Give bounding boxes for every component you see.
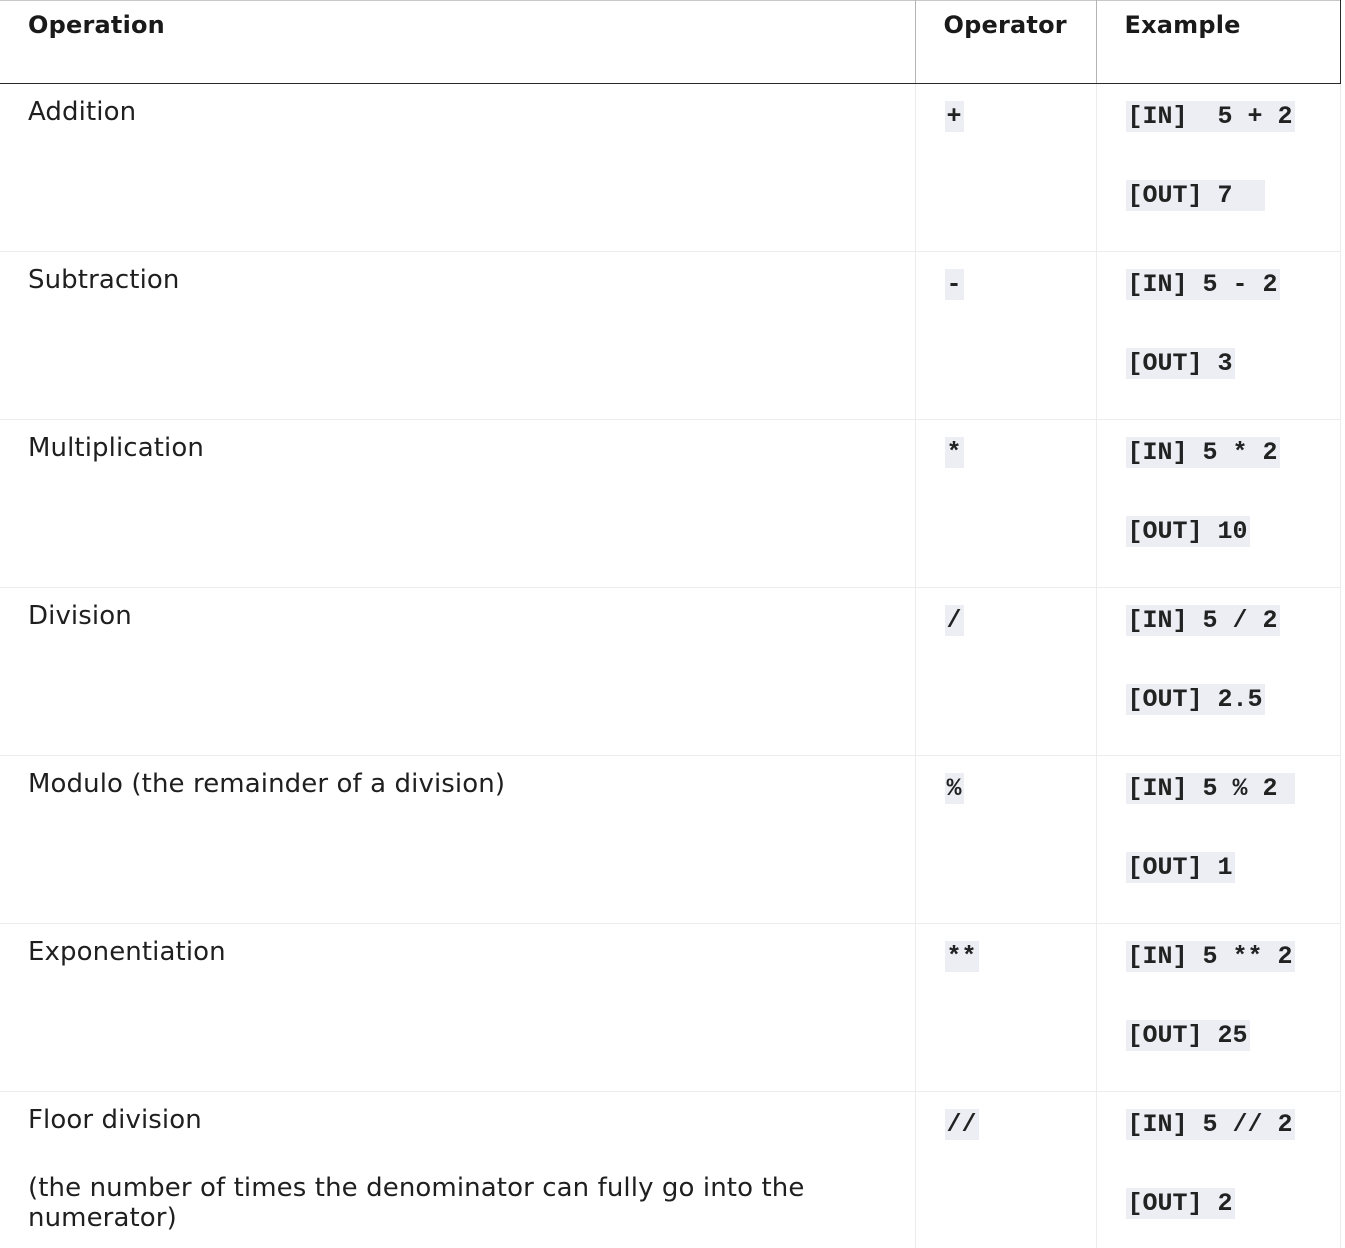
table-row xyxy=(0,420,1340,588)
operator-code: * xyxy=(946,438,962,467)
header-example: Example xyxy=(1096,1,1340,84)
example-cell xyxy=(1096,84,1340,252)
example-cell xyxy=(1096,420,1340,588)
operator-cell xyxy=(915,756,1096,924)
example-output: [OUT] 2.5 xyxy=(1127,685,1263,714)
table-row xyxy=(0,1092,1340,1248)
example-cell xyxy=(1096,252,1340,420)
operation-name: Multiplication xyxy=(0,420,915,588)
operator-code: + xyxy=(946,102,962,131)
operation-name: Subtraction xyxy=(0,252,915,420)
example-input: [IN] 5 / 2 xyxy=(1127,606,1278,635)
example-input: [IN] 5 // 2 xyxy=(1127,1110,1293,1139)
example-input: [IN] 5 % 2 xyxy=(1127,774,1293,803)
example-output: [OUT] 7 xyxy=(1127,181,1263,210)
example-cell xyxy=(1096,1092,1340,1248)
operator-code: / xyxy=(946,606,962,635)
operation-cell xyxy=(0,1092,915,1248)
example-input: [IN] 5 * 2 xyxy=(1127,438,1278,467)
example-input: [IN] 5 + 2 xyxy=(1127,102,1293,131)
operation-name: Exponentiation xyxy=(0,924,915,1092)
table-row xyxy=(0,924,1340,1092)
table-row xyxy=(0,756,1340,924)
example-input: [IN] 5 - 2 xyxy=(1127,270,1278,299)
operation-name: Division xyxy=(0,588,915,756)
table-body xyxy=(0,84,1340,1248)
header-row xyxy=(0,1,1340,84)
table-row xyxy=(0,252,1340,420)
operator-cell xyxy=(915,252,1096,420)
operator-code: // xyxy=(946,1110,977,1139)
example-cell xyxy=(1096,756,1340,924)
example-cell xyxy=(1096,924,1340,1092)
operation-name: Floor division xyxy=(28,1105,202,1135)
operation-name: Modulo (the remainder of a division) xyxy=(0,756,915,924)
operator-cell xyxy=(915,588,1096,756)
operator-cell xyxy=(915,924,1096,1092)
example-cell xyxy=(1096,588,1340,756)
example-input: [IN] 5 ** 2 xyxy=(1127,942,1293,971)
operation-note: (the number of times the denominator can fully go into the numerator) xyxy=(28,1173,805,1233)
operator-cell xyxy=(915,84,1096,252)
example-output: [OUT] 10 xyxy=(1127,517,1248,546)
example-output: [OUT] 2 xyxy=(1127,1189,1233,1218)
operator-code: % xyxy=(946,774,962,803)
operator-code: - xyxy=(946,270,962,299)
table-row xyxy=(0,84,1340,252)
table-header xyxy=(0,1,1340,84)
example-output: [OUT] 1 xyxy=(1127,853,1233,882)
operator-cell xyxy=(915,1092,1096,1248)
example-output: [OUT] 25 xyxy=(1127,1021,1248,1050)
table-row xyxy=(0,588,1340,756)
header-operator: Operator xyxy=(915,1,1096,84)
operation-name: Addition xyxy=(0,84,915,252)
operator-code: ** xyxy=(946,942,977,971)
example-output: [OUT] 3 xyxy=(1127,349,1233,378)
header-operation: Operation xyxy=(0,1,915,84)
operator-cell xyxy=(915,420,1096,588)
